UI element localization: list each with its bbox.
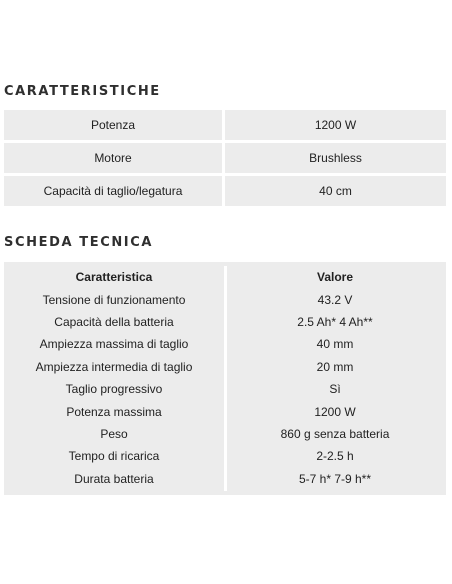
table-row [4,400,446,422]
spec-label: Ampiezza intermedia di taglio [35,359,193,374]
feature-label: Motore [4,143,222,173]
feature-value: Brushless [225,143,446,173]
table-row [4,311,446,333]
table-row [4,378,446,400]
table-header-row [4,266,446,288]
spec-value: 43.2 V [317,292,353,307]
table-row [4,110,446,140]
spec-value: 2-2.5 h [316,449,354,464]
specs-table [4,262,446,495]
spec-label: Durata batteria [74,471,154,486]
table-row [4,333,446,355]
feature-value: 40 cm [225,176,446,206]
spec-value: 20 mm [316,359,354,374]
table-row [4,143,446,173]
table-row [4,423,446,445]
table-row [4,288,446,310]
spec-value: 2.5 Ah* 4 Ah** [297,314,373,329]
spec-label: Peso [100,426,128,441]
table-row [4,176,446,206]
spec-value: 1200 W [314,404,356,419]
table-row [4,468,446,490]
feature-value: 1200 W [225,110,446,140]
spec-value: 860 g senza batteria [280,426,390,441]
spec-value: Sì [329,382,341,397]
features-section-title: CARATTERISTICHE [4,84,161,99]
spec-label: Tensione di funzionamento [42,292,186,307]
column-header-value: Valore [316,270,354,285]
spec-value: 40 mm [316,337,354,352]
feature-label: Potenza [4,110,222,140]
spec-label: Ampiezza massima di taglio [39,337,189,352]
spec-value: 5-7 h* 7-9 h** [298,471,372,486]
table-row [4,356,446,378]
feature-label: Capacità di taglio/legatura [4,176,222,206]
spec-label: Potenza massima [66,404,162,419]
specs-section-title: SCHEDA TECNICA [4,235,154,250]
spec-label: Capacità della batteria [54,314,174,329]
spec-label: Taglio progressivo [65,382,163,397]
spec-label: Tempo di ricarica [68,449,160,464]
features-table [4,110,446,209]
column-header-feature: Caratteristica [75,270,153,285]
table-row [4,445,446,467]
